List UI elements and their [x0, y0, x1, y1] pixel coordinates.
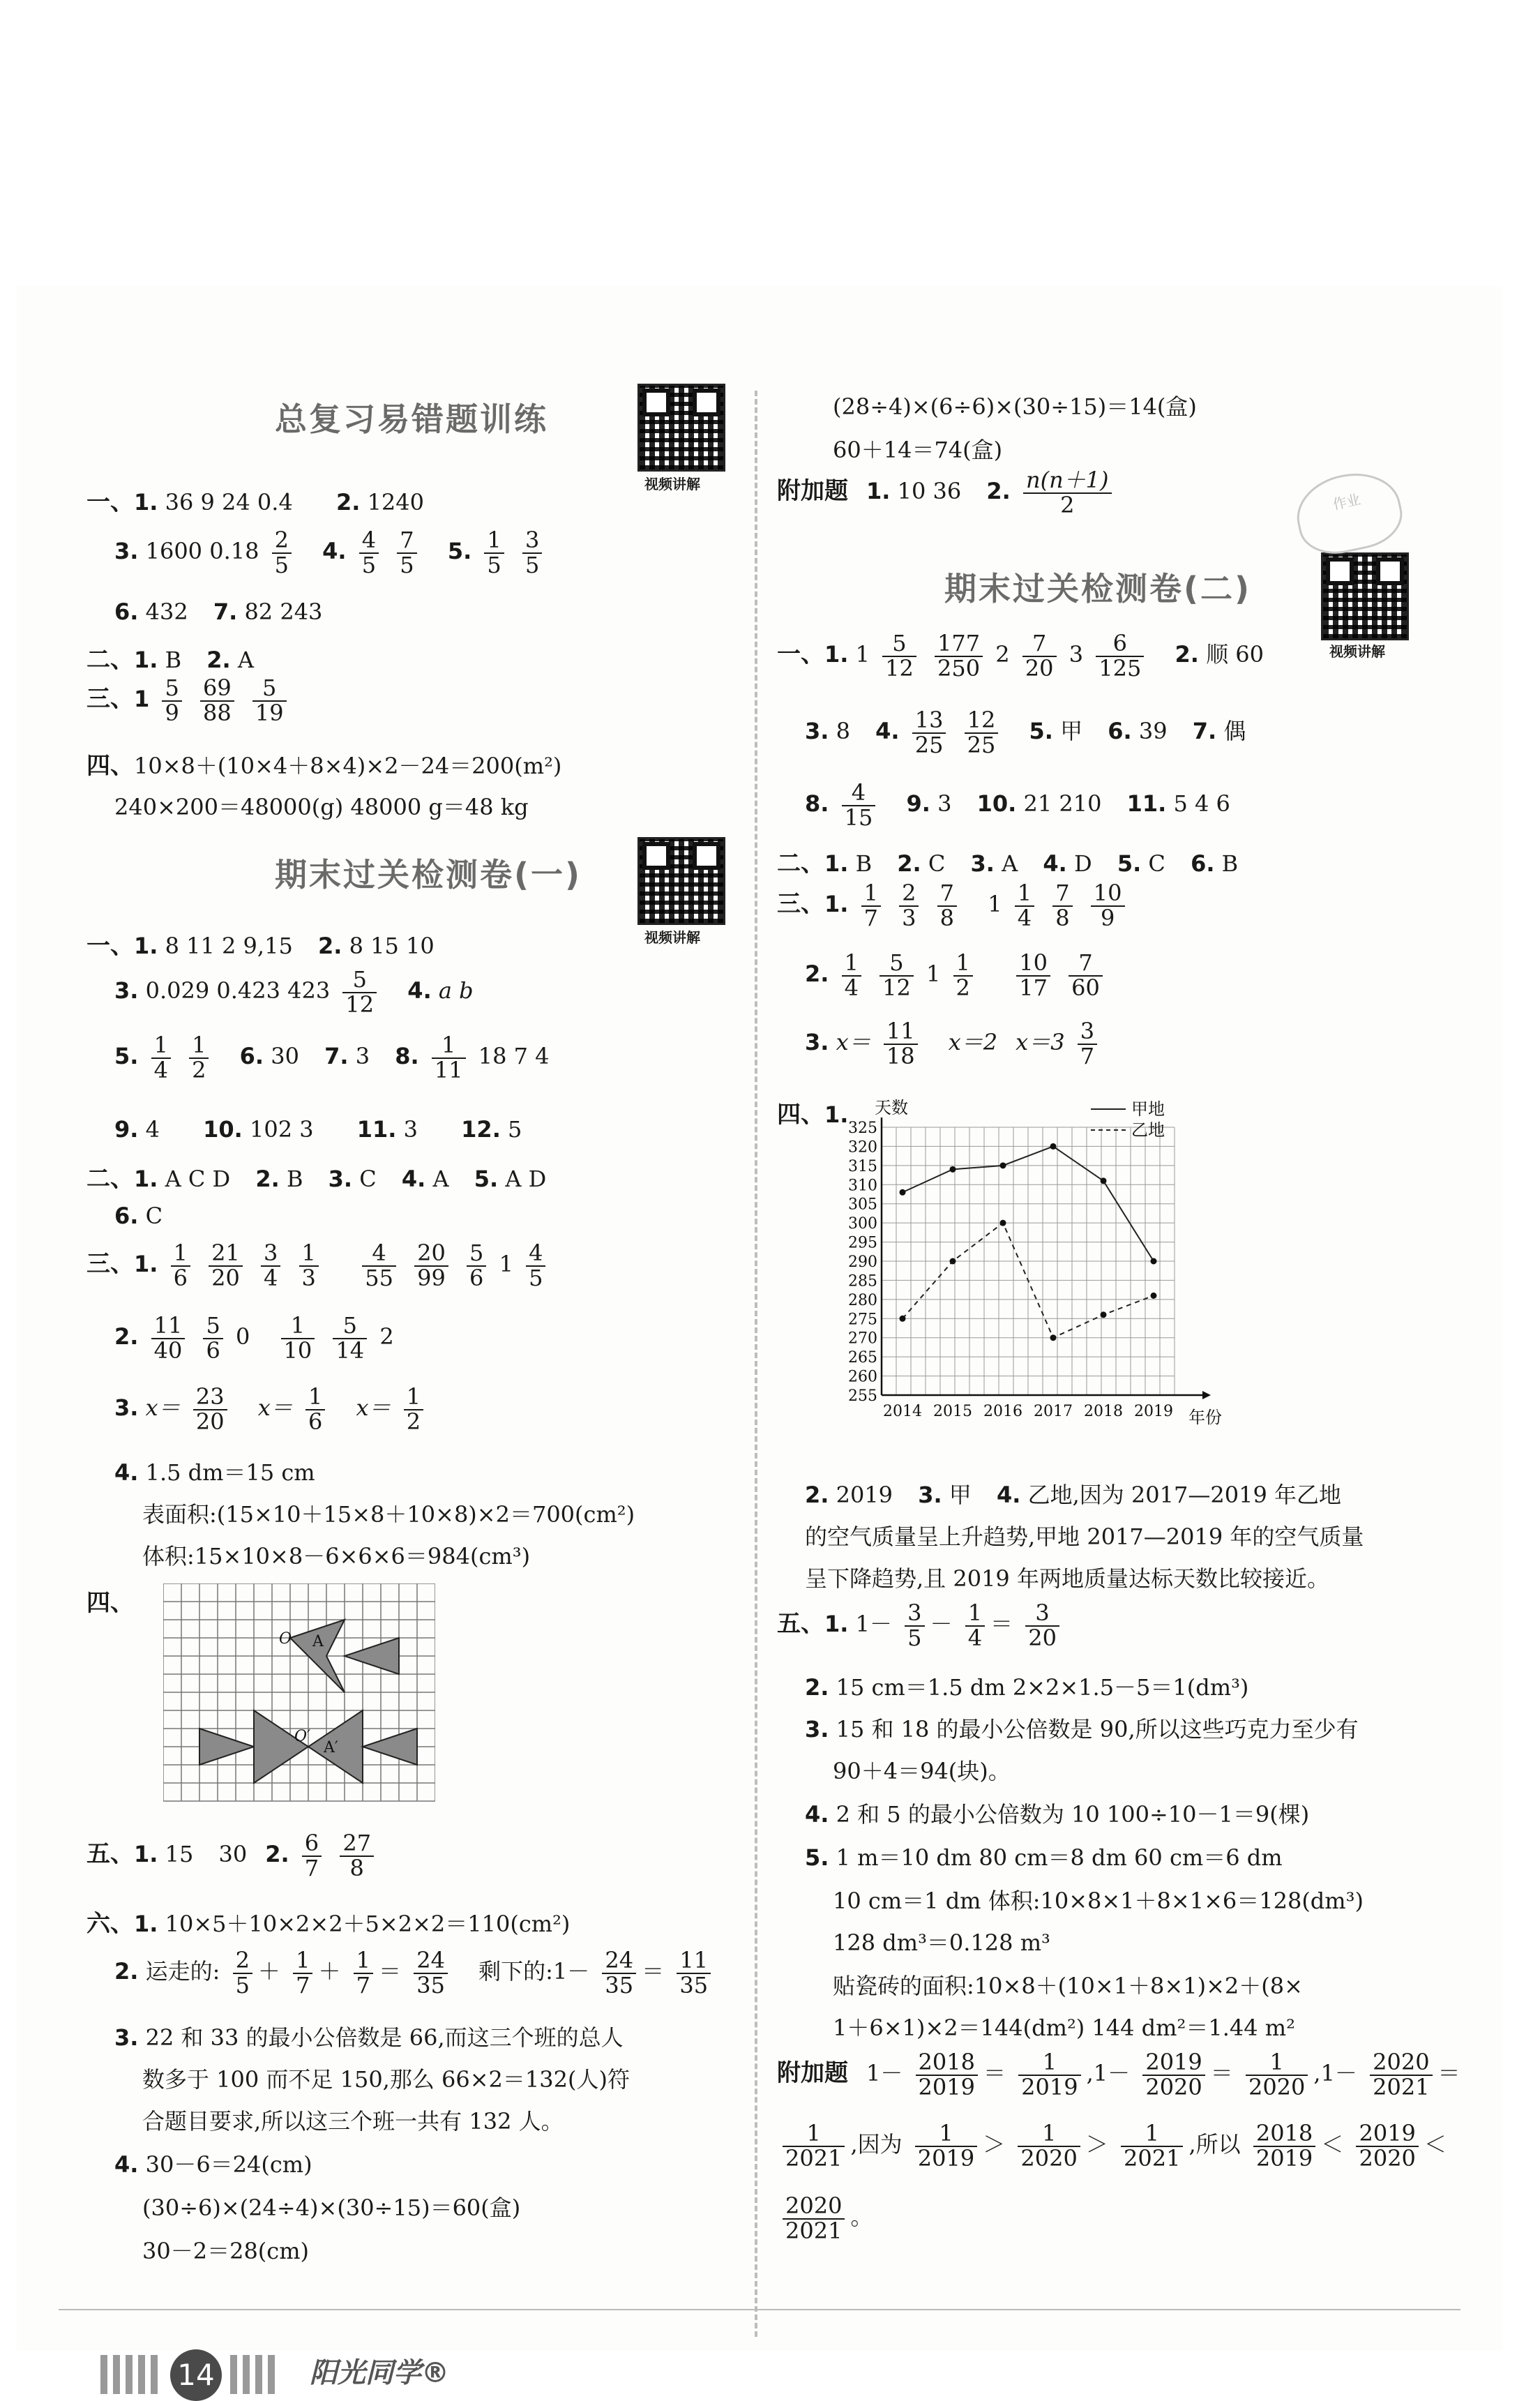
y-tick-label: 270 [848, 1330, 877, 1348]
answer-row: 二、1. B 2. C 3. A 4. D 5. C 6. B [777, 850, 1239, 878]
section-title-exam-2: 期末过关检测卷(二) [944, 570, 1252, 608]
data-point [1050, 1334, 1057, 1341]
y-tick-label: 305 [848, 1196, 877, 1214]
shape-b-left [199, 1729, 254, 1765]
y-tick-label: 325 [848, 1120, 877, 1137]
brand-logo: 阳光同学® [310, 2357, 449, 2389]
label-a: A [312, 1633, 324, 1650]
answer-row: 贴瓷砖的面积:10×8＋(10×1＋8×1)×2＋(8× [833, 1973, 1303, 1999]
answer-row: 9. 4 10. 102 3 11. 3 12. 5 [114, 1116, 522, 1143]
answer-row: 1＋6×1)×2＝144(dm²) 144 dm²＝1.44 m² [833, 2015, 1295, 2041]
answer-row: 3. x＝ $\frac{23}{20}$ x＝ $\frac{1}{6}$ x＝ $\frac{1}{2}$ [114, 1385, 429, 1433]
answer-row: 四、10×8＋(10×4＋8×4)×2－24＝200(m²) [86, 752, 562, 780]
chart-ylabel: 天数 [875, 1098, 908, 1117]
y-tick-label: 290 [848, 1254, 877, 1271]
data-point [1050, 1143, 1057, 1150]
data-point [1000, 1162, 1006, 1168]
answer-row: 六、1. 10×5＋10×2×2＋5×2×2＝110(cm²) [86, 1910, 571, 1938]
y-tick-label: 275 [848, 1311, 877, 1329]
x-axis-arrow [1202, 1391, 1211, 1399]
chart-xlabel: 年份 [1188, 1408, 1222, 1427]
air-quality-line-chart [819, 1095, 1237, 1444]
answer-row: 2. 运走的: $\frac{2}{5}$ ＋ $\frac{1}{7}$ ＋ $\frac{1}{7}$ ＝ $\frac{24}{35}$ 剩下的:1－ $\frac{24}{35}$ ＝ $\frac{11}{35}$ [114, 1949, 716, 1997]
data-point [1151, 1258, 1157, 1265]
x-tick-label: 2019 [1134, 1403, 1173, 1420]
x-tick-label: 2016 [983, 1403, 1022, 1420]
answer-row: 3. 0.029 0.423 423 $\frac{5}{12}$ 4. a b [114, 966, 474, 1018]
answer-row: 3. x＝ $\frac{11}{18}$ x＝2 x＝3 $\frac{3}{7}$ [805, 1020, 1103, 1068]
x-tick-label: 2018 [1084, 1403, 1123, 1420]
column-divider [755, 391, 757, 2337]
answer-row: 呈下降趋势,且 2019 年两地质量达标天数比较接近。 [805, 1565, 1329, 1592]
answer-row: 四、1. [777, 1101, 849, 1129]
answer-row: 附加题 1. 10 36 2. $\frac{n(n+1)}{2}$ [777, 469, 1117, 517]
answer-row: 60＋14＝74(盒) [833, 437, 1003, 463]
answer-row: 三、1. $\frac{1}{6}$ $\frac{21}{20}$ $\frac{3}{4}$ $\frac{1}{3}$ $\frac{4}{55}$ $\frac{20}{99}$ $\frac{5}{6}$ 1 $\frac{4}{5}$ [86, 1242, 551, 1290]
footer-rule [59, 2309, 1460, 2310]
data-point [1101, 1311, 1107, 1318]
grid-lines [163, 1583, 435, 1801]
y-tick-label: 280 [848, 1291, 877, 1309]
qr-label: 视频讲解 [1329, 643, 1385, 660]
answer-row: 合题目要求,所以这三个班一共有 132 人。 [142, 2108, 564, 2135]
answer-row: 3. 8 4. $\frac{13}{25}$ $\frac{12}{25}$ 5. 甲 6. 39 7. 偶 [805, 707, 1246, 758]
answer-row: 240×200＝48000(g) 48000 g＝48 kg [114, 794, 529, 820]
qr-label: 视频讲解 [644, 476, 700, 492]
answer-row: 2. 2019 3. 甲 4. 乙地,因为 2017—2019 年乙地 [805, 1482, 1341, 1508]
answer-row: 3. 22 和 33 的最小公倍数是 66,而这三个班的总人 [114, 2024, 624, 2051]
answer-row: $\frac{1}{2021}$ ,因为 $\frac{1}{2019}$ ＞ $\frac{1}{2020}$ ＞ $\frac{1}{2021}$ ,所以 $\frac{2018}{2019}$ ＜ $\frac{2019}{2020}$ ＜ [777, 2122, 1447, 2170]
legend-jia: 甲地 [1131, 1099, 1165, 1119]
section-title-review: 总复习易错题训练 [275, 400, 548, 438]
label-a-prime: A′ [324, 1739, 338, 1756]
answer-row: 的空气质量呈上升趋势,甲地 2017—2019 年的空气质量 [805, 1523, 1364, 1550]
answer-row: 附加题 1－ $\frac{2018}{2019}$ ＝ $\frac{1}{2019}$ ,1－ $\frac{2019}{2020}$ ＝ $\frac{1}{2020}$ ,1－ $\frac{2020}{2021}$ ＝ [777, 2049, 1460, 2100]
data-point [900, 1189, 906, 1196]
x-tick-label: 2014 [883, 1403, 922, 1420]
answer-row: 2. $\frac{11}{40}$ $\frac{5}{6}$ 0 $\frac{1}{10}$ $\frac{5}{14}$ 2 [114, 1312, 394, 1364]
answer-row: 数多于 100 而不足 150,那么 66×2＝132(人)符 [142, 2066, 630, 2093]
y-tick-label: 255 [848, 1387, 877, 1405]
y-tick-label: 300 [848, 1215, 877, 1233]
answer-row: 三、1 $\frac{5}{9}$ $\frac{69}{88}$ $\frac{5}{19}$ [86, 677, 292, 725]
answer-row: 体积:15×10×8－6×6×6＝984(cm³) [142, 1543, 531, 1570]
data-point [1151, 1293, 1157, 1299]
answer-row: 三、1. $\frac{1}{7}$ $\frac{2}{3}$ $\frac{7}{8}$ 1 $\frac{1}{4}$ $\frac{7}{8}$ $\frac{10}{9}$ [777, 882, 1131, 930]
answer-row: 二、1. B 2. A [86, 646, 254, 674]
label-o: O [279, 1630, 292, 1648]
shape-a-small [345, 1638, 399, 1674]
answer-row: 二、1. A C D 2. B 3. C 4. A 5. A D [86, 1165, 547, 1193]
qr-code[interactable] [1321, 552, 1409, 640]
data-point [900, 1316, 906, 1322]
section-title-exam-1: 期末过关检测卷(一) [275, 856, 582, 894]
qr-code[interactable] [637, 384, 725, 472]
answer-row: 5. $\frac{1}{4}$ $\frac{1}{2}$ 6. 30 7. 3 8. $\frac{1}{11}$ 18 7 4 [114, 1032, 550, 1083]
answer-row: 一、1. 36 9 24 0.4̇ 2. 1240 [86, 488, 424, 516]
answer-row: 2. $\frac{1}{4}$ $\frac{5}{12}$ 1 $\frac{1}{2}$ $\frac{10}{17}$ $\frac{7}{60}$ [805, 951, 1108, 1000]
qr-code[interactable] [637, 837, 725, 925]
answer-row: 6. 432 7. 82 243 [114, 599, 323, 625]
answer-row: 4. 2 和 5 的最小公倍数为 10 100÷10－1＝9(棵) [805, 1801, 1310, 1828]
answer-row: 2. 15 cm＝1.5 dm 2×2×1.5－5＝1(dm³) [805, 1674, 1249, 1701]
answer-row: 128 dm³＝0.128 m³ [833, 1929, 1050, 1956]
shape-b-mid-left [254, 1710, 311, 1783]
chart-y-ticks [848, 1120, 877, 1405]
symmetry-grid-diagram [163, 1583, 435, 1814]
answer-row: 4. 30－6＝24(cm) [114, 2151, 312, 2178]
answer-row: 5. 1 m＝10 dm 80 cm＝8 dm 60 cm＝6 dm [805, 1844, 1283, 1871]
y-tick-label: 310 [848, 1177, 877, 1195]
answer-row: 五、1. 15 30 2. $\frac{6}{7}$ $\frac{27}{8}$ [86, 1832, 379, 1880]
y-tick-label: 315 [848, 1157, 877, 1175]
answer-row: (28÷4)×(6÷6)×(30÷15)＝14(盒) [833, 393, 1197, 420]
answer-sheet [17, 286, 1502, 2392]
x-tick-label: 2015 [933, 1403, 972, 1420]
y-tick-label: 295 [848, 1234, 877, 1252]
data-point [1101, 1177, 1107, 1184]
answer-row: $\frac{2020}{2021}$ 。 [777, 2195, 873, 2243]
answer-row: 6. C [114, 1203, 163, 1229]
answer-row: 一、1. 1 $\frac{5}{12}$ $\frac{177}{250}$ 2 $\frac{7}{20}$ 3 $\frac{6}{125}$ 2. 顺 60 [777, 630, 1264, 682]
answer-row: 3. 1600 0.18 $\frac{2}{5}$ 4. $\frac{4}{5}$ $\frac{7}{5}$ 5. $\frac{1}{5}$ $\frac{3}{5}$ [114, 529, 548, 577]
homework-stamp: 作业 [1290, 465, 1408, 562]
chart-legend [1091, 1099, 1165, 1140]
y-tick-label: 260 [848, 1368, 877, 1386]
qr-label: 视频讲解 [644, 929, 700, 946]
legend-yi: 乙地 [1131, 1120, 1165, 1140]
footer-decoration [230, 2355, 279, 2394]
data-point [950, 1166, 956, 1173]
data-point [950, 1258, 956, 1265]
answer-row: 五、1. 1－ $\frac{3}{5}$ － $\frac{1}{4}$ ＝ $\frac{3}{20}$ [777, 1602, 1065, 1650]
answer-row: 8. $\frac{4}{15}$ 9. 3 10. 21 210 11. 5 4 6 [805, 779, 1230, 831]
page-number: 14 [170, 2349, 222, 2401]
data-point [1000, 1220, 1006, 1226]
answer-row: 一、1. 8 11 2 9,15 2. 8 15 10 [86, 932, 435, 960]
answer-row: 表面积:(15×10＋15×8＋10×8)×2＝700(cm²) [142, 1501, 635, 1528]
chart-grid [882, 1117, 1211, 1399]
shape-b-right [363, 1729, 417, 1765]
y-tick-label: 265 [848, 1349, 877, 1367]
y-tick-label: 285 [848, 1272, 877, 1290]
x-tick-label: 2017 [1034, 1403, 1073, 1420]
answer-row: 4. 1.5 dm＝15 cm [114, 1459, 315, 1486]
answer-row: 3. 15 和 18 的最小公倍数是 90,所以这些巧克力至少有 [805, 1716, 1359, 1743]
label-o-prime: O′ [294, 1728, 311, 1745]
y-tick-label: 320 [848, 1138, 877, 1157]
answer-row: (30÷6)×(24÷4)×(30÷15)＝60(盒) [142, 2195, 521, 2221]
chart-x-ticks [883, 1403, 1173, 1420]
answer-row: 10 cm＝1 dm 体积:10×8×1＋8×1×6＝128(dm³) [833, 1888, 1364, 1914]
footer-decoration [100, 2355, 163, 2394]
answer-row: 四、 [86, 1589, 134, 1617]
answer-row: 90＋4＝94(块)。 [833, 1758, 1011, 1784]
answer-row: 30－2＝28(cm) [142, 2238, 310, 2264]
